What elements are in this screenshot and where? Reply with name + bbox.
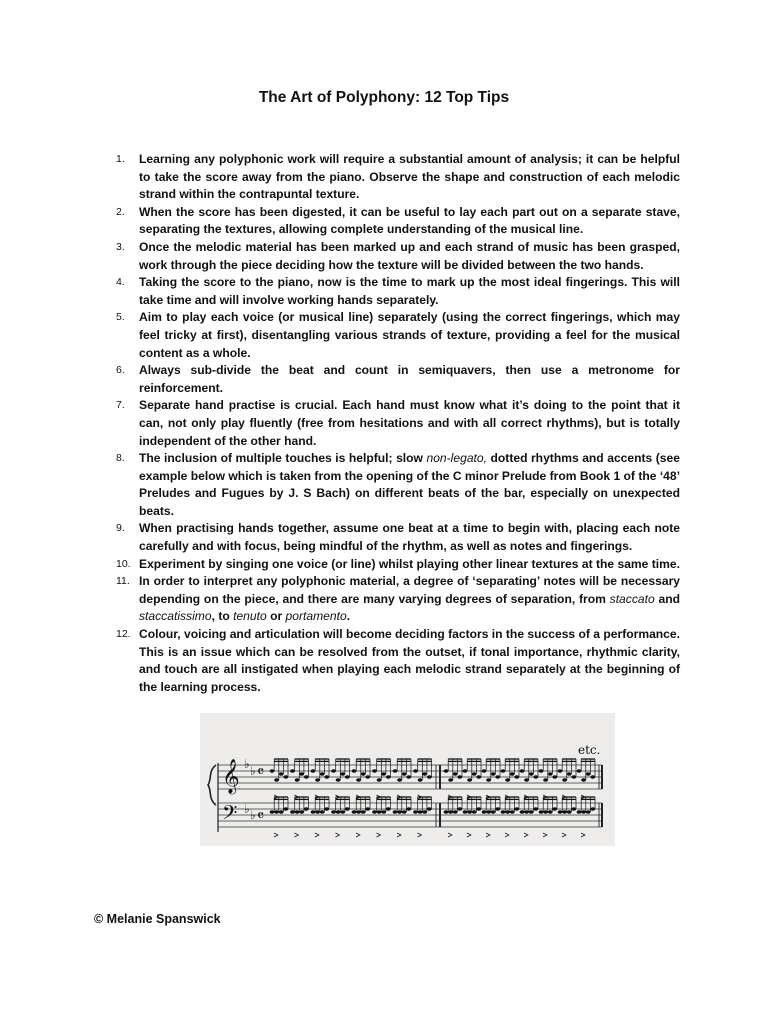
notehead: [581, 810, 586, 814]
notehead: [533, 775, 538, 779]
notehead: [505, 778, 510, 782]
notehead: [444, 769, 449, 773]
notehead: [397, 810, 402, 814]
notehead: [581, 778, 586, 782]
notehead: [491, 772, 496, 776]
notehead: [295, 810, 300, 814]
tip-text: Aim to play each voice (or musical line) separately (using the correct fingerings, which may feel tricky at first), disentangling various strands of texture, providing a feel for the musical content as a whole.: [139, 310, 680, 360]
notehead: [529, 810, 534, 814]
notehead: [283, 807, 288, 811]
notehead: [361, 810, 366, 814]
tip-number: 4.: [116, 276, 125, 289]
notehead: [558, 769, 563, 773]
notehead: [467, 810, 472, 814]
tip-number: 1.: [116, 153, 125, 165]
tip-item: [112, 151, 680, 204]
bass-clef-icon: 𝄢: [222, 801, 238, 829]
tip-text: When practising hands together, assume one beat at a time to begin with, placing each note carefully and with focus, being mindful of the rhythm, as well as notes and fingerings.: [139, 521, 680, 554]
notehead: [381, 810, 386, 814]
tip-text: Learning any polyphonic work will require a substantial amount of analysis; it can be helpful to take the score away from the piano. Observe the shape and construction of each melodic strand within the contrapuntal texture.: [139, 152, 680, 202]
accent-mark: [377, 833, 381, 837]
notehead: [386, 775, 391, 779]
notehead: [356, 778, 361, 782]
tip-text-italic: non-legato,: [426, 451, 487, 466]
notehead: [270, 810, 275, 814]
treble-clef-icon: 𝄞: [222, 759, 240, 794]
tip-text-italic: staccato: [609, 591, 655, 606]
tip-text: Always sub-divide the beat and count in semiquavers, then use a metronome for reinforcement.: [139, 363, 680, 395]
notehead: [331, 769, 336, 773]
notehead: [372, 810, 377, 814]
notehead: [548, 772, 553, 776]
tip-number: 10.: [116, 557, 131, 570]
notehead: [340, 810, 345, 814]
notehead: [463, 810, 468, 814]
notehead: [476, 807, 481, 811]
notehead: [571, 807, 576, 811]
notehead: [482, 810, 487, 814]
notehead: [533, 807, 538, 811]
tip-text: Experiment by singing one voice (or line) whilst playing other linear textures at the same time.: [139, 556, 680, 571]
tip-text: Separate hand practise is crucial. Each hand must know what it’s doing to the point that it can, not only play fluently (free from hesitations and with all correct rhythms), but is totally independent of the other hand.: [139, 398, 680, 448]
notehead: [590, 807, 595, 811]
accent-mark: [486, 833, 490, 837]
copyright-footer: © Melanie Spanswick: [94, 912, 221, 926]
notehead: [279, 810, 284, 814]
tip-item: [112, 556, 680, 574]
accent-mark: [274, 833, 278, 837]
tip-text-italic: portamento: [285, 609, 347, 624]
notehead: [524, 778, 529, 782]
music-score-excerpt: [200, 713, 615, 846]
score-annotation: etc.: [578, 743, 601, 757]
tip-item: [112, 520, 680, 555]
notehead: [586, 772, 591, 776]
tip-text-segment: or: [266, 609, 286, 624]
notehead: [510, 810, 515, 814]
tip-text-italic: tenuto: [233, 609, 267, 624]
notehead: [476, 775, 481, 779]
notehead: [505, 810, 510, 814]
notehead: [463, 769, 468, 773]
tip-text-segment: dotted rhythms and accents (see example below which is taken from the opening of the C minor Prelude from Book 1 of the ‘48’ Preludes and Fugues by J. S Bach) on different beats of the bar, especially on unexpected beats.: [139, 451, 680, 518]
tip-number: 6.: [116, 364, 125, 377]
notehead: [324, 775, 329, 779]
notehead: [340, 772, 345, 776]
accent-mark: [356, 833, 360, 837]
notehead: [586, 810, 591, 814]
time-signature-icon: 𝄴: [257, 806, 265, 825]
accent-mark: [562, 833, 566, 837]
notehead: [558, 810, 563, 814]
tip-text-segment: , to: [211, 609, 234, 624]
accent-mark: [295, 833, 299, 837]
accent-mark: [336, 833, 340, 837]
tip-item: [112, 397, 680, 450]
notehead: [457, 775, 462, 779]
notehead: [418, 778, 423, 782]
notehead: [361, 772, 366, 776]
notehead: [510, 772, 515, 776]
tip-text-segment: In order to interpret any polyphonic material, a degree of ‘separating’ notes will be necessary depending on the piece, and there are many varying degrees of separation, from: [139, 574, 680, 606]
tip-item: [112, 204, 680, 239]
notehead: [406, 775, 411, 779]
notehead: [529, 772, 534, 776]
notehead: [448, 778, 453, 782]
notehead: [495, 775, 500, 779]
notehead: [283, 775, 288, 779]
tip-item: [112, 573, 680, 626]
notehead: [548, 810, 553, 814]
notehead: [453, 810, 458, 814]
notehead: [299, 810, 304, 814]
notehead: [453, 772, 458, 776]
notehead: [491, 810, 496, 814]
notehead: [377, 778, 382, 782]
key-flat-icon: ♭: [250, 764, 256, 778]
notehead: [413, 810, 418, 814]
notehead: [386, 807, 391, 811]
tip-text: Colour, voicing and articulation will become deciding factors in the success of a performance. This is an issue which can be resolved from the outset, if tonal importance, rhythmic clarity, and touch are all instigated when playing each melodic strand separately at the beginning of the learning process.: [139, 627, 680, 694]
tip-item: [112, 626, 680, 696]
notehead: [274, 810, 279, 814]
notehead: [413, 769, 418, 773]
notehead: [393, 810, 398, 814]
notehead: [472, 772, 477, 776]
notehead: [457, 807, 462, 811]
notehead: [402, 810, 407, 814]
tip-number: 3.: [116, 240, 125, 253]
notehead: [290, 769, 295, 773]
notehead: [514, 775, 519, 779]
notehead: [365, 775, 370, 779]
tip-text-italic: staccatissimo: [139, 609, 212, 624]
notehead: [345, 807, 350, 811]
accent-mark: [581, 833, 585, 837]
notehead: [356, 810, 361, 814]
notehead: [444, 810, 449, 814]
tip-number: 9.: [116, 522, 125, 535]
tip-text: [139, 574, 680, 623]
accent-mark: [505, 833, 509, 837]
notehead: [352, 810, 357, 814]
notehead: [486, 778, 491, 782]
notehead: [567, 772, 572, 776]
notehead: [482, 769, 487, 773]
notehead: [397, 778, 402, 782]
notehead: [331, 810, 336, 814]
notehead: [324, 807, 329, 811]
notehead: [501, 769, 506, 773]
notehead: [279, 772, 284, 776]
notehead: [472, 810, 477, 814]
accent-mark: [543, 833, 547, 837]
accent-mark: [315, 833, 319, 837]
tip-text-segment: .: [346, 609, 351, 624]
notehead: [543, 778, 548, 782]
notehead: [372, 769, 377, 773]
accent-mark: [467, 833, 471, 837]
brace: [208, 765, 216, 805]
tip-item: [112, 274, 680, 309]
notehead: [393, 769, 398, 773]
notehead: [304, 775, 309, 779]
notehead: [427, 807, 432, 811]
notehead: [552, 775, 557, 779]
tip-number: 7.: [116, 399, 125, 412]
tip-number: 5.: [116, 311, 125, 324]
key-flat-icon: ♭: [244, 757, 250, 771]
notehead: [336, 778, 341, 782]
notehead: [577, 810, 582, 814]
document-title: The Art of Polyphony: 12 Top Tips: [258, 89, 510, 106]
tip-number: 12.: [116, 628, 131, 641]
notehead: [320, 772, 325, 776]
notehead: [422, 810, 427, 814]
accent-mark: [524, 833, 528, 837]
tip-number: 8.: [116, 452, 125, 465]
notehead: [467, 778, 472, 782]
tip-item: [112, 450, 680, 520]
notehead: [562, 778, 567, 782]
tips-list: [112, 151, 680, 696]
notehead: [539, 769, 544, 773]
notehead: [352, 769, 357, 773]
notehead: [406, 807, 411, 811]
notehead: [524, 810, 529, 814]
notehead: [567, 810, 572, 814]
key-flat-icon: ♭: [244, 802, 250, 816]
notehead: [495, 807, 500, 811]
notehead: [543, 810, 548, 814]
notehead: [365, 807, 370, 811]
notehead: [427, 775, 432, 779]
tip-item: [112, 239, 680, 274]
accent-mark: [397, 833, 401, 837]
key-flat-icon: ♭: [250, 808, 256, 822]
notehead: [315, 778, 320, 782]
accent-mark: [418, 833, 422, 837]
notehead: [295, 778, 300, 782]
notehead: [402, 772, 407, 776]
notehead: [539, 810, 544, 814]
notehead: [418, 810, 423, 814]
tip-text: Once the melodic material has been marked up and each strand of music has been grasped, work through the piece deciding how the texture will be divided between the two hands.: [139, 239, 680, 272]
notehead: [422, 772, 427, 776]
notehead: [552, 807, 557, 811]
notehead: [514, 807, 519, 811]
tip-text-segment: and: [654, 591, 680, 606]
notehead: [562, 810, 567, 814]
tip-text: Taking the score to the piano, now is the time to mark up the most ideal fingerings. This will take time and will involve working hands separately.: [139, 275, 680, 307]
notehead: [377, 810, 382, 814]
tip-number: 11.: [116, 575, 130, 588]
notehead: [336, 810, 341, 814]
notehead: [571, 775, 576, 779]
notehead: [520, 769, 525, 773]
notehead: [299, 772, 304, 776]
notehead: [486, 810, 491, 814]
accent-mark: [448, 833, 452, 837]
notehead: [345, 775, 350, 779]
notehead: [290, 810, 295, 814]
tip-text: When the score has been digested, it can be useful to lay each part out on a separate stave, separating the textures, allowing complete understanding of the musical line.: [139, 204, 680, 237]
notehead: [270, 769, 275, 773]
tip-item: [112, 362, 680, 397]
tip-number: 2.: [116, 205, 125, 218]
notehead: [590, 775, 595, 779]
notehead: [501, 810, 506, 814]
notehead: [381, 772, 386, 776]
notehead: [274, 778, 279, 782]
notehead: [315, 810, 320, 814]
notehead: [311, 810, 316, 814]
tip-item: [112, 309, 680, 362]
notehead: [311, 769, 316, 773]
time-signature-icon: 𝄴: [257, 762, 265, 781]
notehead: [304, 807, 309, 811]
tip-text-segment: The inclusion of multiple touches is helpful; slow: [139, 451, 427, 466]
notehead: [448, 810, 453, 814]
tip-text: [139, 451, 680, 518]
notehead: [577, 769, 582, 773]
notehead: [320, 810, 325, 814]
music-score-image: [200, 713, 615, 846]
notehead: [520, 810, 525, 814]
